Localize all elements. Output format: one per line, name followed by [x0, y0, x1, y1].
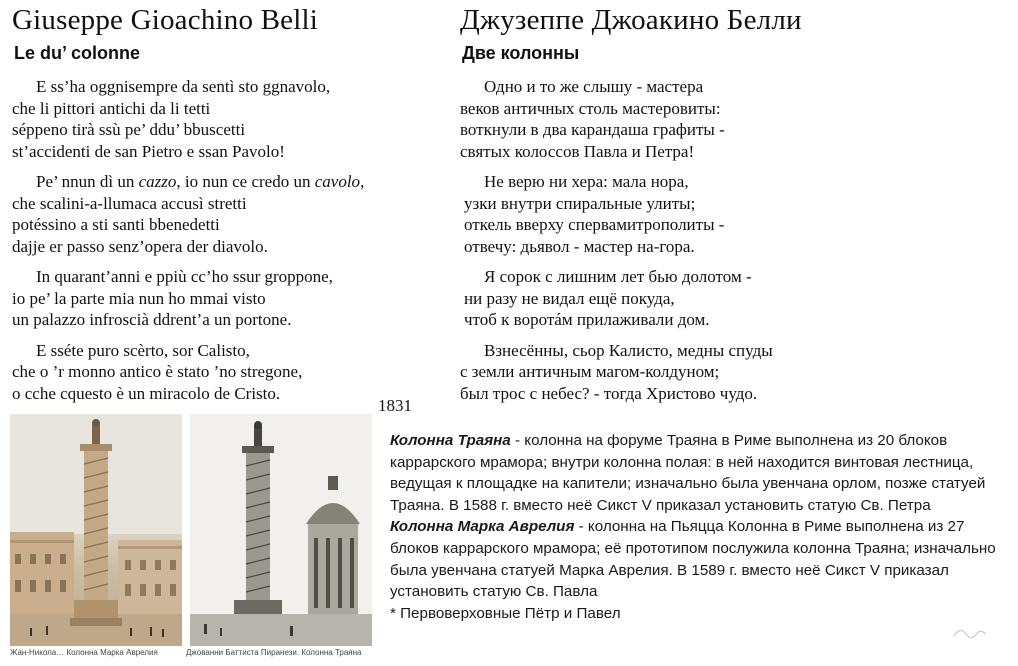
- poem-line: un palazzo infroscià ddrent’a un portone.: [12, 310, 292, 329]
- poem-line: святых колоссов Павла и Петра!: [460, 141, 695, 161]
- signature-mark: [950, 622, 990, 642]
- note-term: Колонна Марка Аврелия: [390, 518, 575, 536]
- poem-line: узки внутри спиральные улиты;: [464, 193, 696, 213]
- italian-column: [12, 0, 432, 413]
- poem-line: o cche cquesto è un miracolo de Cristo.: [12, 383, 281, 403]
- poem-text: , io nun ce credo un: [176, 172, 315, 191]
- notes-block: [390, 430, 1010, 624]
- poem-line: Не верю ни хера: мала нора,: [484, 172, 689, 191]
- poem-line: potéssino a sti santi bbenedetti: [12, 215, 220, 234]
- note-text: - колонна на форуме Траяна в Риме выполнена из 20 блоков каррарского мрамора; внутри колонна полая: в ней находится винтовая лестница, ведущая к площадке на капители; изначально была увенчана орлом, позже статуей Траяна. В 1588 г. вместо неё Сикст V приказал установить статую Св. Петра: [390, 432, 986, 514]
- column-aurelius-image: [10, 414, 182, 646]
- russian-column: [460, 0, 1010, 413]
- poem-line: che o ’r monno antico è stato ’no stregone,: [12, 362, 303, 381]
- russian-title: Две колонны: [462, 43, 580, 63]
- column-trajan-drawing: [190, 414, 372, 646]
- italian-stanza-2: [12, 171, 432, 257]
- poem-line: с земли античным магом-колдуном;: [460, 362, 720, 381]
- poem-line: dajje er passo senz’opera der diavolo.: [12, 236, 268, 256]
- poem-italic-word: cazzo: [138, 172, 177, 191]
- italian-stanza-3: [12, 266, 432, 331]
- poem-line: st’accidenti de san Pietro e ssan Pavolo!: [12, 141, 285, 161]
- poem-line: веков античных столь мастеровиты:: [460, 98, 721, 118]
- poem-line: io pe’ la parte mia nun ho mmai visto: [12, 288, 266, 308]
- poem-line: Одно и то же слышу - мастера: [484, 77, 704, 96]
- poem-line: ни разу не видал ещё покуда,: [464, 288, 675, 308]
- note-text: - колонна на Пьяцца Колонна в Риме выполнена из 27 блоков каррарского мрамора; её прототипом послужила колонна Траяна; изначально была увенчана статуей Марка Аврелия. В 1589 г. вместо неё Сикст V приказал установить статую Св. Павла: [390, 518, 996, 601]
- note-trajan: [390, 430, 1010, 516]
- poem-line: séppeno tirà ssù pe’ ddu’ bbuscetti: [12, 120, 246, 139]
- russian-stanza-4: [460, 340, 1010, 405]
- poem-line: Взнесённы, сьор Калисто, медны спуды: [484, 340, 773, 360]
- poem-line: In quarant’anni e ppiù cc’ho ssur groppone,: [36, 267, 333, 286]
- russian-poem: [460, 76, 1010, 404]
- poem-italic-word: cavolo: [314, 172, 361, 191]
- poem-line: E sséte puro scèrto, sor Calisto,: [36, 340, 250, 360]
- russian-stanza-1: [460, 76, 1010, 162]
- poem-year: 1831: [378, 396, 412, 415]
- poem-text: ,: [360, 172, 365, 191]
- poem-line: отвечу: дьявол - мастер на-гора.: [464, 236, 695, 256]
- poem-line: был трос с небес? - тогда Христово чудо.: [460, 383, 758, 403]
- russian-author: Джузеппе Джоакино Белли: [460, 4, 802, 36]
- note-term: Колонна Траяна: [390, 432, 511, 449]
- russian-stanza-2: [460, 171, 1010, 257]
- italian-author: Giuseppe Gioachino Belli: [12, 4, 319, 36]
- poem-line: E ss’ha oggnisempre da sentì sto ggnavolo,: [36, 77, 331, 96]
- poem-line: [12, 171, 432, 193]
- column-aurelius-drawing: [10, 414, 182, 646]
- note-aurelius: [390, 516, 1010, 602]
- poem-line: che scalini-a-llumaca accusì stretti: [12, 193, 247, 213]
- russian-stanza-3: [460, 266, 1010, 331]
- poem-line: чтоб к воротáм прилаживали дом.: [464, 310, 710, 329]
- note-footnote: * Первоверховные Пётр и Павел: [390, 604, 621, 622]
- italian-stanza-1: [12, 76, 432, 162]
- italian-poem: [12, 76, 432, 404]
- column-trajan-image: [190, 414, 372, 646]
- caption-aurelius: Жан-Никола… Колонна Марка Аврелия: [10, 648, 158, 657]
- poem-line: Я сорок с лишним лет бью долотом -: [484, 267, 752, 286]
- italian-title: Le du’ colonne: [14, 43, 141, 63]
- poem-text: Pe’ nnun dì un: [36, 172, 139, 191]
- poem-line: che li pittori antichi da li tetti: [12, 98, 211, 118]
- italian-stanza-4: [12, 340, 432, 405]
- poem-line: откель вверху спервамитрополиты -: [464, 215, 725, 234]
- caption-trajan: Джованни Баттиста Пиранези. Колонна Траяна: [186, 648, 362, 657]
- poem-line: воткнули в два карандаша графиты -: [460, 120, 725, 139]
